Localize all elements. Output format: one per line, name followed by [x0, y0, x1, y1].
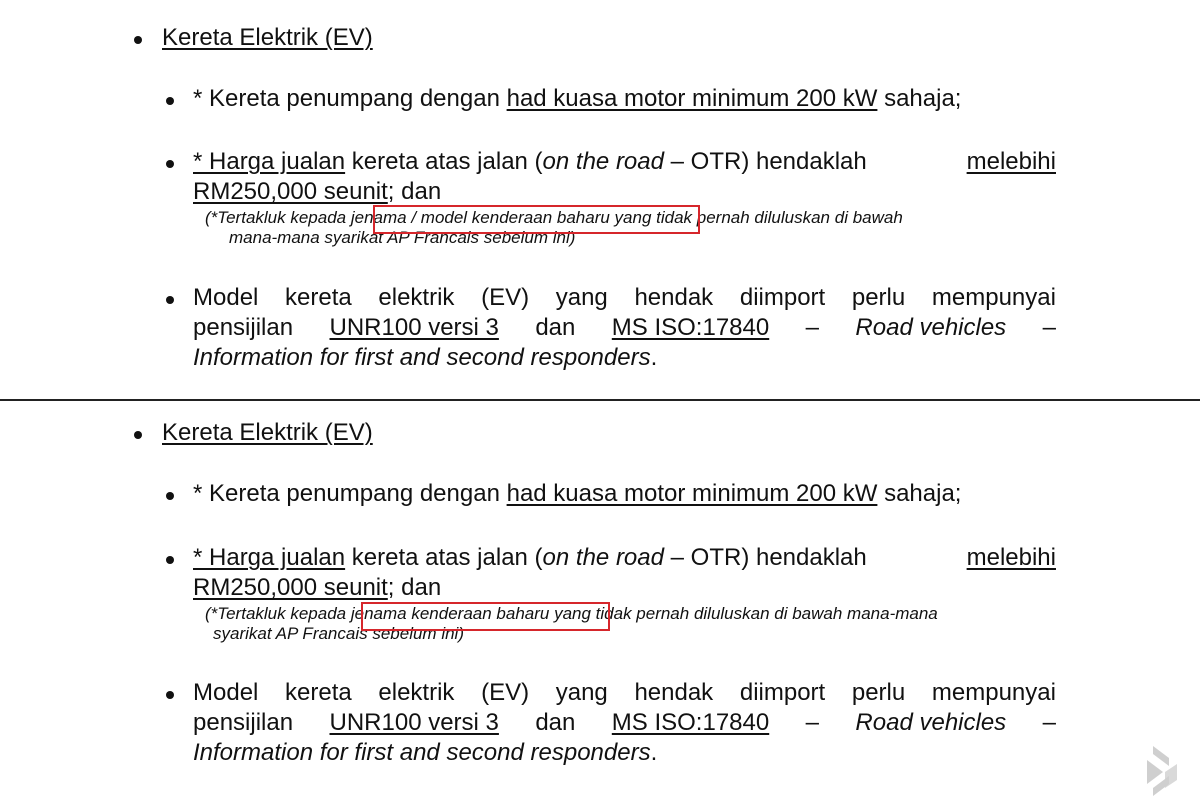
item-motor-power: * Kereta penumpang dengan had kuasa motor minimum 200 kW sahaja;: [193, 85, 962, 112]
footnote-line2: mana-mana syarikat AP Francais sebelum ini): [229, 228, 576, 247]
footnote-line1: (*Tertakluk kepada jenama / model kenderaan baharu yang tidak pernah diluluskan di bawah: [205, 208, 903, 227]
highlight-box: [373, 205, 700, 234]
item-price-line2: RM250,000 seunit; dan: [193, 178, 442, 205]
bullet: [166, 556, 174, 564]
bullet: [166, 97, 174, 105]
bullet: [134, 431, 142, 439]
highlight-box: [361, 602, 610, 631]
item-price-line1: * Harga jualan kereta atas jalan (on the road – OTR) hendaklah melebihi: [193, 544, 1056, 571]
item-certification-line1: Model kereta elektrik (EV) yang hendak diimport perlu mempunyai: [193, 284, 1056, 311]
item-certification-line2: pensijilan UNR100 versi 3 dan MS ISO:17840 – Road vehicles –: [193, 709, 1056, 736]
document-panel-original: [0, 0, 1200, 396]
document-panel-revised: [0, 401, 1200, 797]
publisher-logo-icon: [1143, 746, 1179, 796]
item-motor-power: * Kereta penumpang dengan had kuasa motor minimum 200 kW sahaja;: [193, 480, 962, 507]
footnote-line1: (*Tertakluk kepada jenama kenderaan baharu yang tidak pernah diluluskan di bawah mana-mana: [205, 604, 938, 623]
item-certification-line1: Model kereta elektrik (EV) yang hendak diimport perlu mempunyai: [193, 679, 1056, 706]
item-certification-line3: Information for first and second responders.: [193, 344, 658, 371]
bullet: [166, 296, 174, 304]
bullet: [134, 36, 142, 44]
item-price-line1: * Harga jualan kereta atas jalan (on the road – OTR) hendaklah melebihi: [193, 148, 1056, 175]
item-certification-line3: Information for first and second responders.: [193, 739, 658, 766]
section-heading: Kereta Elektrik (EV): [162, 419, 373, 446]
bullet: [166, 160, 174, 168]
item-certification-line2: pensijilan UNR100 versi 3 dan MS ISO:17840 – Road vehicles –: [193, 314, 1056, 341]
footnote-line2: syarikat AP Francais sebelum ini): [213, 624, 464, 643]
section-heading: Kereta Elektrik (EV): [162, 24, 373, 51]
item-price-line2: RM250,000 seunit; dan: [193, 574, 442, 601]
bullet: [166, 691, 174, 699]
bullet: [166, 492, 174, 500]
